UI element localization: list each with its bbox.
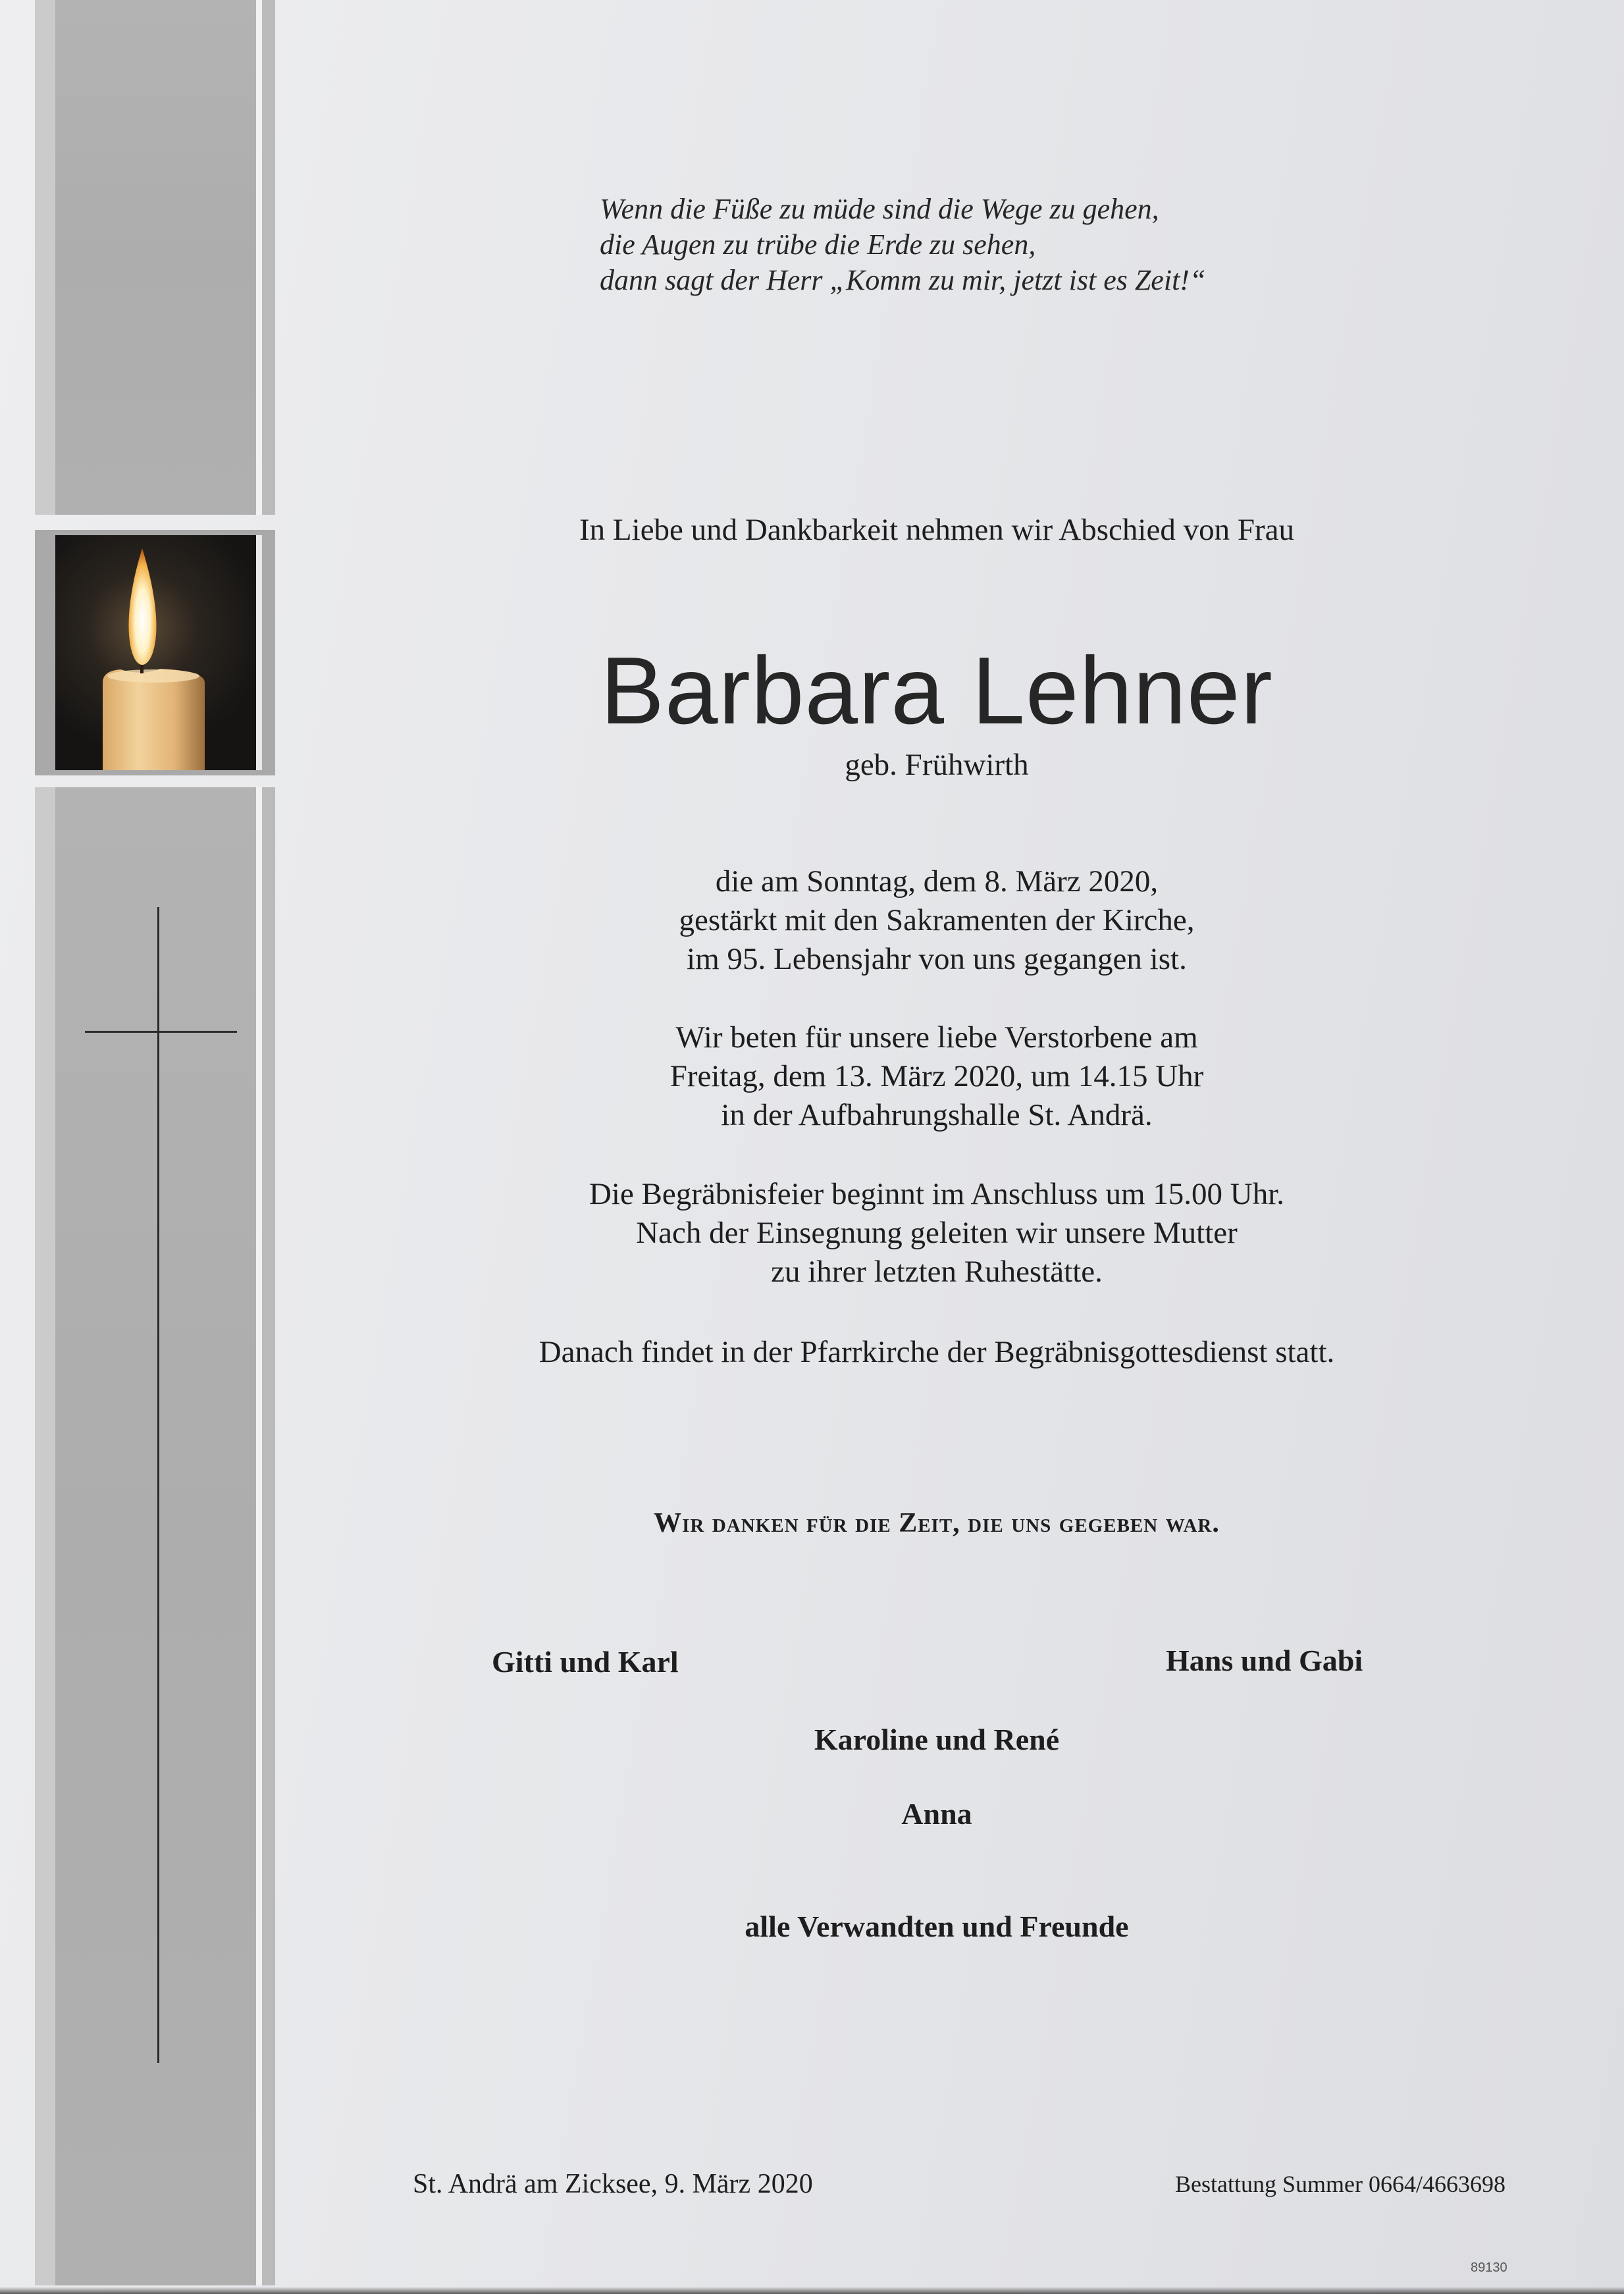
paragraph-line: gestärkt mit den Sakramenten der Kirche, [679, 903, 1195, 937]
motto: Wir danken für die Zeit, die uns gegeben war. [654, 1508, 1220, 1538]
sidebar-upper-gap [256, 0, 262, 515]
mourner-center: Anna [901, 1797, 972, 1831]
paragraph-line: Danach findet in der Pfarrkirche der Begräbnisgottesdienst statt. [538, 1335, 1335, 1369]
sidebar-upper-light-strip [35, 0, 55, 515]
place-date: St. Andrä am Zicksee, 9. März 2020 [413, 2169, 813, 2199]
quote-line: Wenn die Füße zu müde sind die Wege zu gehen, [600, 193, 1159, 225]
paragraph-line: im 95. Lebensjahr von uns gegangen ist. [687, 942, 1187, 976]
intro-line: In Liebe und Dankbarkeit nehmen wir Abschied von Frau [579, 513, 1294, 547]
paragraph-funeral [278, 1175, 1595, 1291]
cross-icon [85, 907, 237, 2063]
sidebar [0, 0, 276, 2294]
quote-line: die Augen zu trübe die Erde zu sehen, [600, 228, 1036, 261]
cross-vertical-beam [157, 907, 159, 2063]
paragraph-mass [278, 1333, 1595, 1372]
deceased-name: Barbara Lehner [600, 637, 1273, 744]
paragraph-prayer [278, 1018, 1595, 1135]
poem-quote [600, 192, 1205, 298]
paragraph-line: die am Sonntag, dem 8. März 2020, [715, 864, 1159, 899]
sidebar-upper-thin-strip [262, 0, 275, 515]
mourners-others: alle Verwandten und Freunde [745, 1910, 1129, 1943]
sidebar-lower-light-strip [35, 787, 55, 2285]
paragraph-death-notice [278, 862, 1595, 979]
paragraph-line: Nach der Einsegnung geleiten wir unsere Mutter [636, 1216, 1238, 1250]
print-code: 89130 [1471, 2260, 1507, 2275]
cross-horizontal-beam [85, 1031, 237, 1033]
mourner-left: Gitti und Karl [492, 1645, 679, 1679]
mourner-center: Karoline und René [814, 1723, 1060, 1756]
paragraph-line: in der Aufbahrungshalle St. Andrä. [721, 1098, 1153, 1132]
funeral-home: Bestattung Summer 0664/4663698 [1175, 2171, 1506, 2197]
sidebar-upper-band [55, 0, 256, 515]
paragraph-line: zu ihrer letzten Ruhestätte. [771, 1255, 1103, 1289]
quote-line: dann sagt der Herr „Komm zu mir, jetzt ist es Zeit!“ [600, 264, 1206, 296]
paragraph-line: Freitag, dem 13. März 2020, um 14.15 Uhr [669, 1059, 1204, 1093]
paragraph-line: Die Begräbnisfeier beginnt im Anschluss um 15.00 Uhr. [589, 1177, 1285, 1211]
candle-icon [35, 530, 275, 775]
sidebar-lower-thin-strip [262, 787, 275, 2285]
maiden-name: geb. Frühwirth [845, 748, 1029, 782]
mourner-right: Hans und Gabi [1166, 1644, 1363, 1677]
scan-edge [0, 2287, 1624, 2294]
paragraph-line: Wir beten für unsere liebe Verstorbene am [675, 1020, 1198, 1055]
sidebar-lower-gap [256, 787, 262, 2285]
